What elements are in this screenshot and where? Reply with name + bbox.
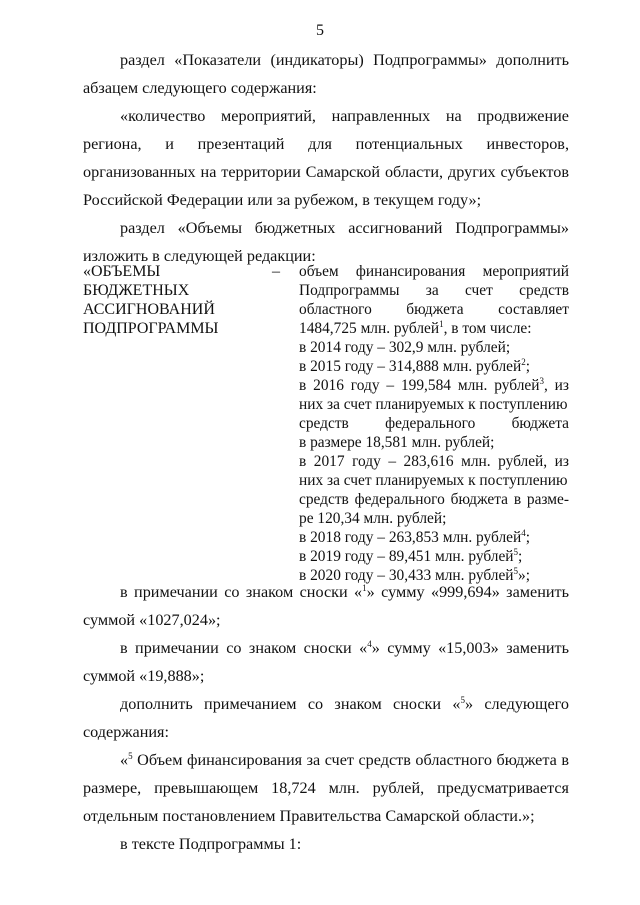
footnote-mark: 3 — [539, 376, 544, 386]
paragraph-quote-measures: «количество мероприятий, направленных на продвижение региона, и презентаций для потенциальных инвесторов, организованных на территории Самарской области, других субъектов Российской Федерации или за рубежом, в текущем году»; — [83, 107, 569, 209]
value-line: в 2018 году – 263,853 млн. рублей$^4$; — [299, 528, 531, 546]
footnote-mark: 5 — [128, 751, 133, 761]
paragraph-note-5-text: «$^5$ Объем финансирования за счет средств областного бюджета в размере, превышающем 18,724 млн. рублей, предусматривается отдельным постановлением Правительства Самарской области.»; — [83, 751, 569, 825]
footnote-mark: 4 — [521, 528, 526, 538]
table-row-value — [299, 262, 569, 585]
footnote-mark: 5 — [513, 566, 519, 576]
label-line: ПОДПРОГРАММЫ — [83, 320, 219, 337]
label-line: «ОБЪЕМЫ — [83, 263, 161, 280]
value-line: них за счет планируемых к поступлению — [299, 472, 568, 489]
footnote-mark: 5 — [460, 695, 465, 705]
paragraph-note-1: в примечании со знаком сноски «$^1$» сумму «999,694» заменить суммой «1027,024»; — [83, 583, 569, 629]
footnote-mark: 4 — [367, 639, 372, 649]
footnote-mark: 5 — [513, 547, 519, 557]
value-line: средств федерального бюджета в разме- — [299, 491, 569, 508]
value-line: в 2014 году – 302,9 млн. рублей; — [299, 339, 511, 356]
footnote-mark: 1 — [362, 583, 367, 593]
table-dash: – — [272, 263, 280, 280]
paragraph-budget-section: раздел «Объемы бюджетных ассигнований Подпрограммы» изложить в следующей редакции: — [83, 219, 569, 265]
label-line: АССИГНОВАНИЙ — [83, 301, 215, 318]
page-number: 5 — [316, 22, 324, 39]
table-row-label — [83, 262, 253, 338]
paragraph-note-4: в примечании со знаком сноски «$^4$» сумму «15,003» заменить суммой «19,888»; — [83, 639, 569, 685]
value-line: в 2020 году – 30,433 млн. рублей$^5$»; — [299, 566, 531, 584]
value-line: в размере 18,581 млн. рублей; — [299, 434, 495, 451]
value-line: в 2016 году – 199,584 млн. рублей$^3$, из — [299, 376, 569, 394]
label-line: БЮДЖЕТНЫХ — [83, 282, 190, 299]
footnote-mark: 2 — [521, 357, 526, 367]
footnote-mark: 1 — [439, 319, 444, 329]
value-line: средств федерального бюджета — [299, 415, 569, 432]
paragraph-indicators: раздел «Показатели (индикаторы) Подпрограммы» дополнить абзацем следующего содержания: — [83, 51, 569, 97]
value-line: 1484,725 млн. рублей$^1$, в том числе: — [299, 319, 532, 337]
paragraph-subprogram-text: в тексте Подпрограммы 1: — [120, 835, 302, 853]
value-line: них за счет планируемых к поступлению — [299, 396, 568, 413]
paragraph-note-5-add: дополнить примечанием со знаком сноски «$^5$» следующего содержания: — [83, 695, 570, 741]
value-line: ре 120,34 млн. рублей; — [299, 510, 447, 527]
value-line: в 2019 году – 89,451 млн. рублей$^5$; — [299, 547, 523, 565]
value-line: объем финансирования мероприятий — [299, 263, 569, 280]
value-line: Подпрограммы за счет средств — [299, 282, 569, 299]
value-line: областного бюджета составляет — [299, 301, 569, 318]
value-line: в 2015 году – 314,888 млн. рублей$^2$; — [299, 357, 531, 375]
value-line: в 2017 году – 283,616 млн. рублей, из — [299, 453, 569, 470]
